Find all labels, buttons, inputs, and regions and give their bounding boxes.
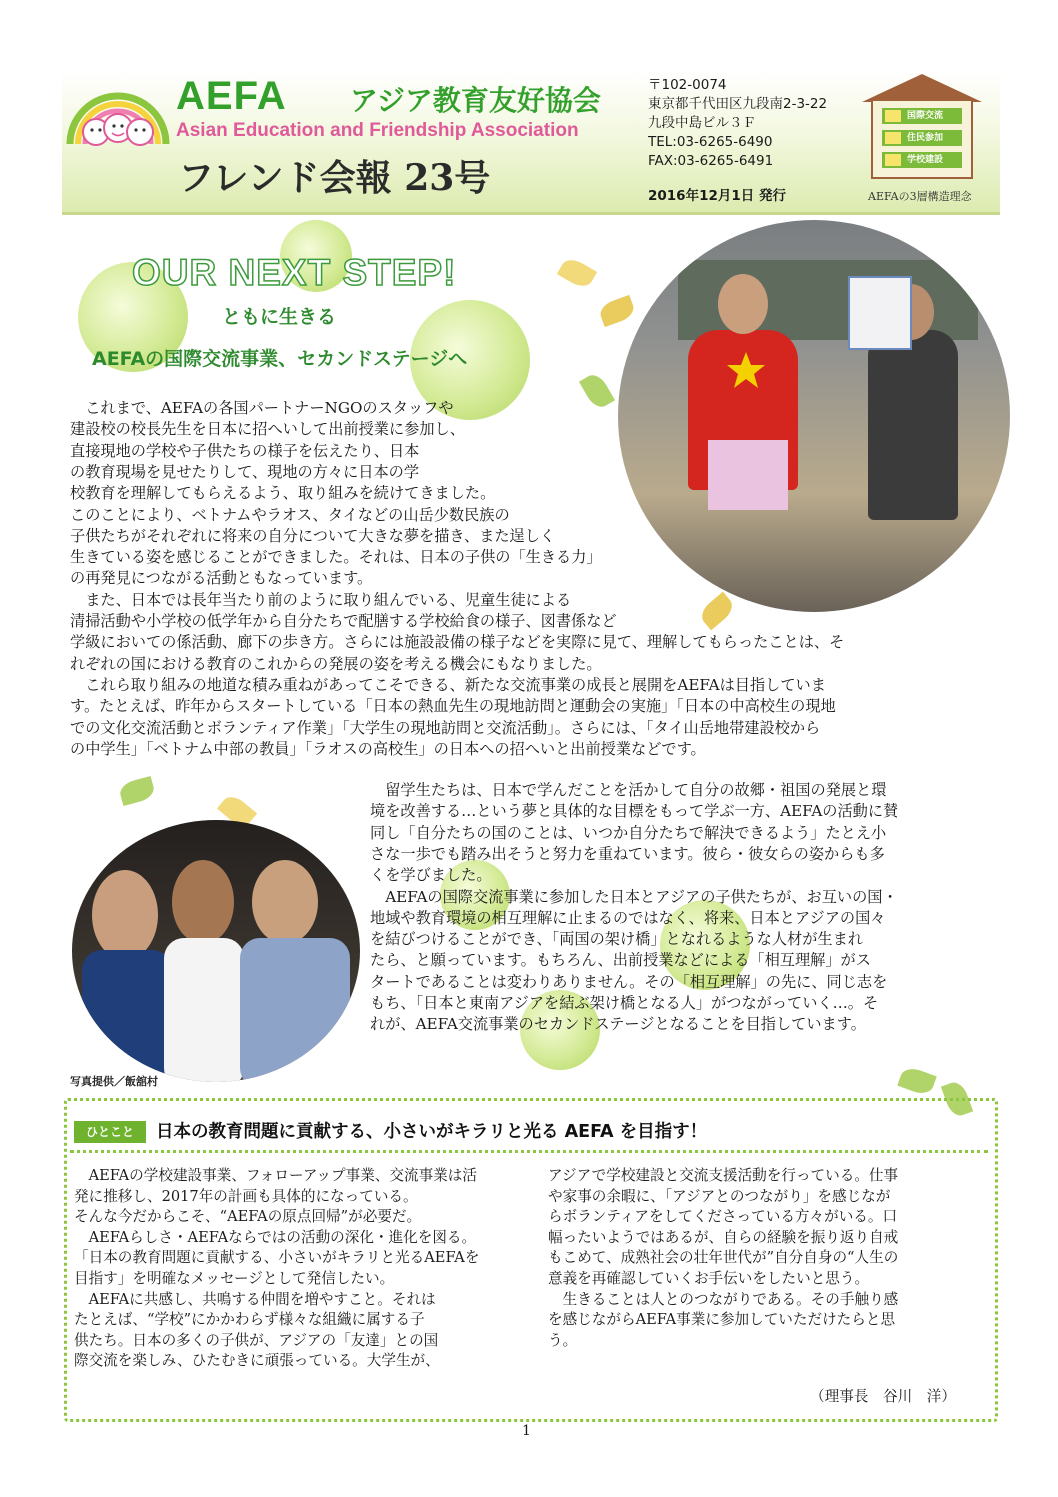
teacher-face [252,860,318,944]
column-line: AEFAの学校建設事業、フォローアップ事業、交流事業は活 [74,1167,477,1184]
column-line: を感じながらAEFA事業に参加していただけたらと思 [548,1311,896,1329]
article-line: を結びつけることができ、「両国の架け橋」となれるような人材が生まれ [370,930,863,949]
article-line: 地域や教育環境の相互理解に止まるのではなく、将来、日本とアジアの国々 [370,908,886,927]
column-heading: 日本の教育問題に貢献する、小さいがキラリと光る AEFA を目指す！ [156,1122,708,1142]
article-line: の中学生」「ベトナム中部の教員」「ラオスの高校生」の日本への招へいと出前授業などです。 [70,739,706,758]
page-number: 1 [522,1423,531,1439]
pillar-international: 国際交流 [882,108,962,124]
article-subtitle-2: AEFAの国際交流事業、セカンドステージへ [92,348,468,370]
teacher-suit [868,330,958,520]
article-line: れが、AEFA交流事業のセカンドステージとなることを目指しています。 [370,1015,866,1034]
article-line: さな一歩でも踏み出そうと努力を重ねています。彼ら・彼女らの姿からも多 [370,844,885,863]
gift-bag [708,440,788,510]
column-tag: ひとこと [74,1121,146,1143]
leaf-icon [897,1065,936,1097]
column-line: AEFAに共感し、共鳴する仲間を増やすこと。それは [74,1290,436,1308]
article-line: このことにより、ベトナムやラオス、タイなどの山岳少数民族の [70,505,510,524]
article-line: たら、と願っています。もちろん、出前授業などによる「相互理解」がス [370,951,871,970]
article-line: 子供たちがそれぞれに将来の自分について大きな夢を描き、また逞しく [70,526,556,545]
column-line: や家事の余暇に、「アジアとのつながり」を感じなが [548,1187,891,1205]
issue-date: 2016年12月1日 発行 [648,188,786,204]
article-line: これまで、AEFAの各国パートナーNGOのスタッフや [70,399,454,417]
org-name-latin: AEFA [176,74,287,118]
column-line: 供たち。日本の多くの子供が、アジアの「友達」との国 [74,1331,439,1349]
column-line: 幅ったいようではあるが、自らの経験を振り返り自戒 [548,1228,899,1246]
held-booklet [848,276,912,350]
article-line: また、日本では長年当たり前のように取り組んでいる、児童生徒による [70,590,572,609]
fax: FAX:03-6265-6491 [648,153,774,169]
teacher-blouse [240,938,350,1082]
column-line: AEFAらしさ・AEFAならではの活動の深化・進化を図る。 [74,1228,477,1246]
org-name-en: Asian Education and Friendship Association [176,120,579,141]
aefa-logo-icon [66,74,170,150]
article-line: 境を改善する…という夢と具体的な目標をもって学ぶ一方、AEFAの活動に賛 [370,802,899,821]
article-line: の教育現場を見せたりして、現地の方々に日本の学 [70,462,420,481]
article-line: す。たとえば、昨年からスタートしている「日本の熱血先生の現地訪問と運動会の実施」「日本の中高校生の現地 [70,697,836,716]
column-line: 発に推移し、2017年の計画も具体的になっている。 [74,1187,418,1205]
column-line: う。 [548,1331,578,1349]
article-line: 生きている姿を感じることができました。それは、日本の子供の「生きる力」 [70,548,602,567]
divider [70,1150,988,1153]
column-line: もこめて、成熟社会の壮年世代が”自分自身の“人生の [548,1249,899,1267]
column-line: アジアで学校建設と交流支援活動を行っている。仕事 [548,1167,899,1184]
building: 九段中島ビル３Ｆ [648,115,756,131]
column-signature: （理事長 谷川 洋） [810,1388,956,1405]
article-line: での文化交流活動とボランティア作業」「大学生の現地訪問と交流活動」。さらには、「タイ山岳地帯建設校から [70,718,821,737]
leaf-icon [697,592,737,631]
student-white-shirt [164,938,244,1082]
leaf-icon [579,371,615,411]
newsletter-title: フレンド会報 23号 [178,157,491,199]
article-line: 直接現地の学校や子供たちの様子を伝えたり、日本 [70,441,420,460]
leaf-icon [597,295,636,327]
column-line: 目指す」を明確なメッセージとして発信したい。 [74,1270,395,1287]
leaf-icon [118,776,157,806]
pillar-community: 住民参加 [882,130,962,146]
postal-code: 〒102-0074 [648,77,727,93]
pillar-school-building: 学校建設 [882,152,962,168]
column-line: らボランティアをしてくださっている方々がいる。口 [548,1208,898,1226]
student-uniform [82,950,172,1082]
article-line: 同し「自分たちの国のことは、いつか自分たちで解決できるよう」たとえ小 [370,823,887,842]
article-line: れぞれの国における教育のこれからの発展の姿を考える機会にもなりました。 [70,654,602,673]
article-line: 留学生たちは、日本で学んだことを活かして自分の故郷・祖国の発展と環 [370,781,887,799]
telephone: TEL:03-6265-6490 [648,134,773,150]
column-line: たとえば、“学校”にかかわらず様々な組織に属する子 [74,1311,425,1329]
column-line: 際交流を楽しみ、ひたむきに頑張っている。大学生が、 [74,1352,440,1370]
article-line: これら取り組みの地道な積み重ねがあってこそできる、新たな交流事業の成長と展開をAEFAは目指していま [70,675,826,694]
article-subtitle: ともに生きる [222,306,337,328]
article-line: 清掃活動や小学校の低学年から自分たちで配膳する学校給食の様子、図書係など [70,612,617,630]
leaf-icon [557,255,597,291]
students-photo [72,820,360,1082]
article-line: くを学びました。 [370,866,492,885]
photo-credit: 写真提供／飯舘村 [70,1075,158,1088]
student-face [92,870,158,960]
article-line: タートであることは変わりありません。その「相互理解」の先に、同じ志を [370,972,888,991]
star-icon [726,350,766,390]
article-line: 学級においての係活動、廊下の歩き方。さらには施設設備の様子などを実際に見て、理解してもらったことは、そ [70,633,845,652]
article-line: 校教育を理解してもらえるよう、取り組みを続けてきました。 [70,484,496,503]
column-line: 意義を再確認していくお手伝いをしたいと思う。 [548,1270,870,1287]
article-line: もち、「日本と東南アジアを結ぶ架け橋となる人」がつながっていく…。そ [370,994,879,1012]
exchange-class-photo [618,220,1010,612]
article-line: の再発見につながる活動ともなっています。 [70,569,373,588]
article-line: AEFAの国際交流事業に参加した日本とアジアの子供たちが、お互いの国・ [370,887,898,906]
student-face [718,274,768,334]
column-line: そんな今だからこそ、“AEFAの原点回帰”が必要だ。 [74,1208,422,1226]
pillars-caption: AEFAの3層構造理念 [868,190,972,203]
address-block [648,76,827,171]
three-pillars-house-icon [860,72,984,180]
org-name-jp: アジア教育友好協会 [350,84,601,117]
column-line: 生きることは人とのつながりである。その手触り感 [548,1290,899,1308]
student-face [172,860,234,944]
column-line: 「日本の教育問題に貢献する、小さいがキラリと光るAEFAを [74,1249,480,1267]
article-line: 建設校の校長先生を日本に招へいして出前授業に参加し、 [70,420,465,439]
street-address: 東京都千代田区九段南2-3-22 [648,96,828,112]
article-title: OUR NEXT STEP! [132,252,457,293]
